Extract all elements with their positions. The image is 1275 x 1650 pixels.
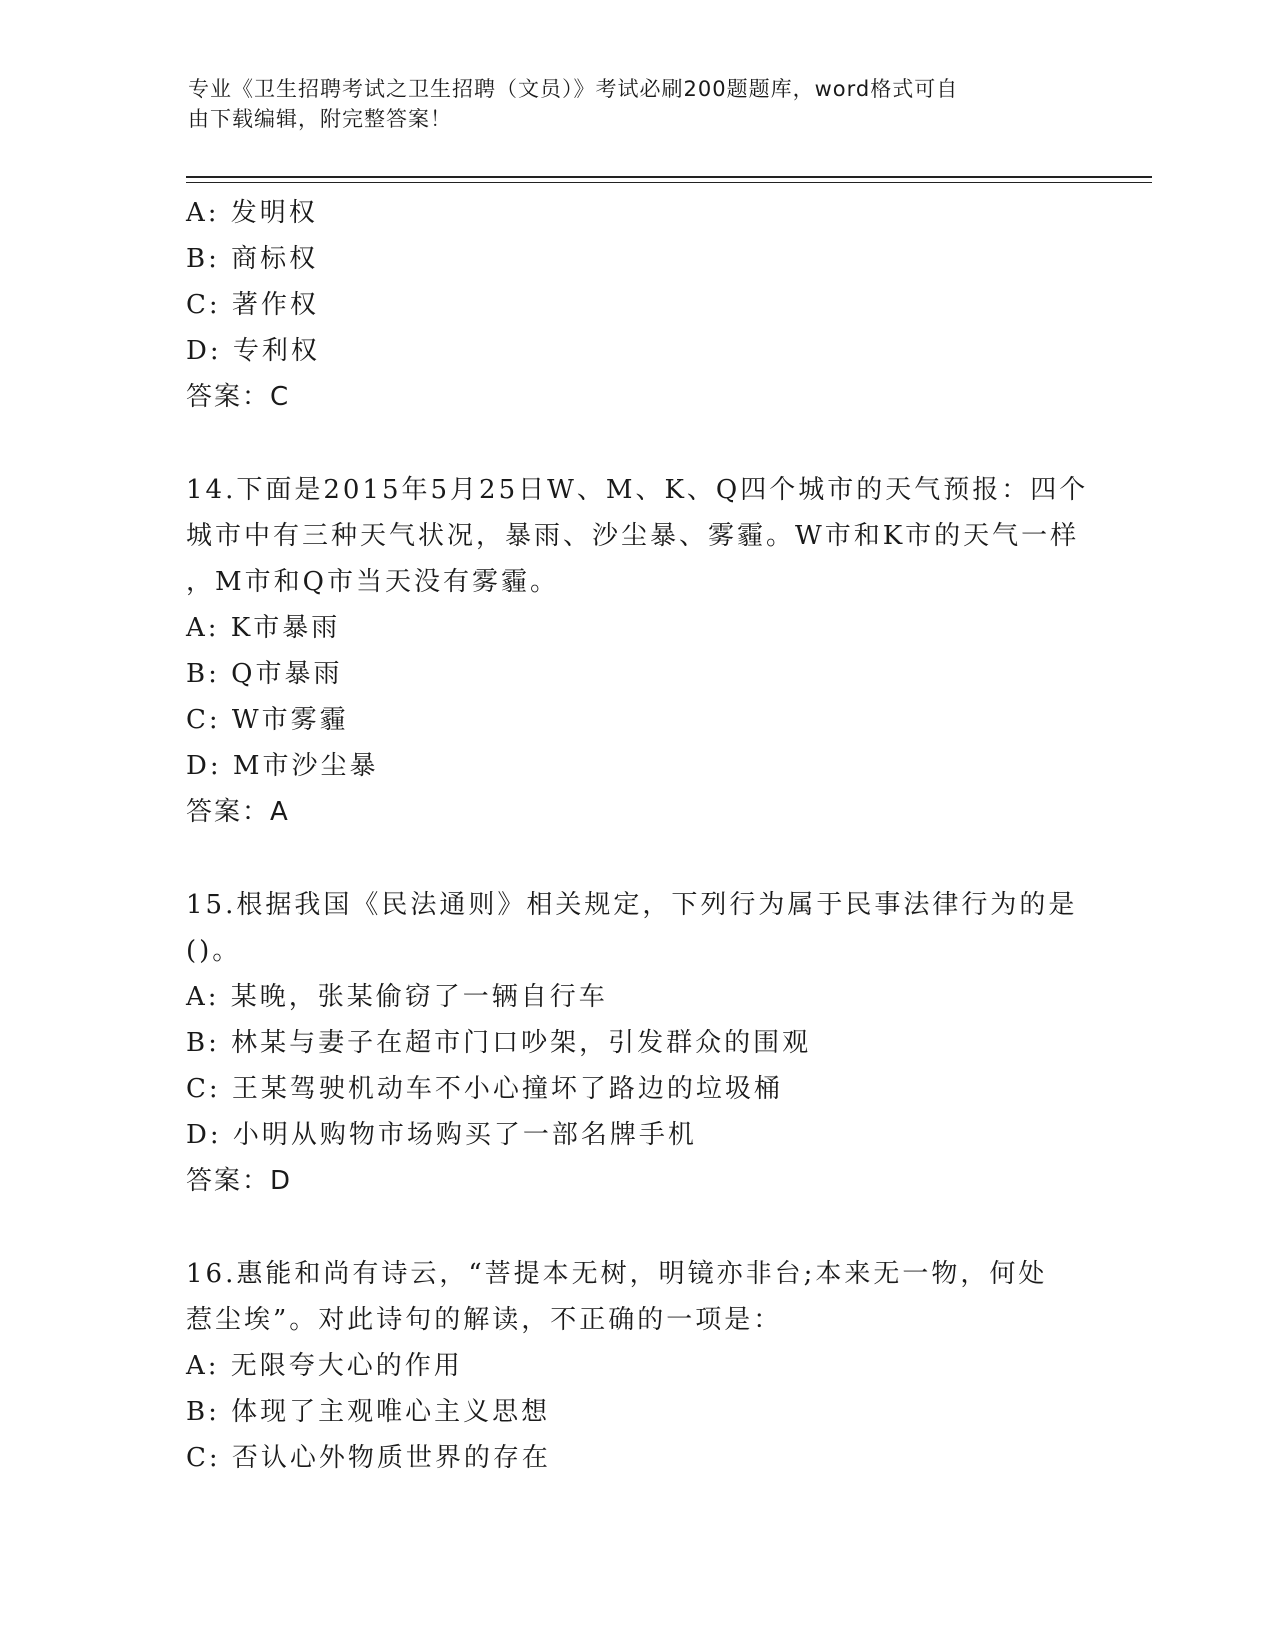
option-d: D: 专利权 [186, 336, 320, 366]
question-stem: 16.惠能和尚有诗云，“菩提本无树，明镜亦非台;本来无一物，何处 [186, 1259, 1048, 1289]
option-c: C: 否认心外物质世界的存在 [186, 1443, 551, 1473]
answer: 答案：D [186, 1166, 293, 1196]
document-body [186, 190, 1089, 1481]
question-stem: 城市中有三种天气状况，暴雨、沙尘暴、雾霾。W市和K市的天气一样 [186, 521, 1080, 551]
question-stem: ()。 [186, 936, 242, 966]
header-rule-thin [186, 182, 1152, 183]
option-b: B: 林某与妻子在超市门口吵架，引发群众的围观 [186, 1028, 812, 1058]
option-b: B: Q市暴雨 [186, 659, 343, 689]
question-stem: 惹尘埃”。对此诗句的解读，不正确的一项是： [186, 1305, 783, 1335]
option-b: B: 体现了主观唯心主义思想 [186, 1397, 551, 1427]
option-b: B: 商标权 [186, 244, 319, 274]
header-rule-thick [186, 176, 1152, 178]
option-a: A: 无限夸大心的作用 [186, 1351, 463, 1381]
header-line-1: 专业《卫生招聘考试之卫生招聘（文员）》考试必刷200题题库，word格式可自 [188, 77, 959, 101]
option-a: A: 某晚，张某偷窃了一辆自行车 [186, 982, 608, 1012]
question-stem: 15.根据我国《民法通则》相关规定，下列行为属于民事法律行为的是 [186, 890, 1078, 920]
answer: 答案：A [186, 797, 290, 827]
option-c: C: W市雾霾 [186, 705, 349, 735]
option-c: C: 著作权 [186, 290, 319, 320]
option-a: A: 发明权 [186, 198, 318, 228]
question-14 [186, 467, 1089, 835]
answer: 答案：C [186, 382, 291, 412]
option-d: D: M市沙尘暴 [186, 751, 379, 781]
option-a: A: K市暴雨 [186, 613, 341, 643]
option-d: D: 小明从购物市场购买了一部名牌手机 [186, 1120, 697, 1150]
header-line-2: 由下载编辑，附完整答案！ [188, 107, 452, 131]
question-13 [186, 190, 1086, 420]
option-c: C: 王某驾驶机动车不小心撞坏了路边的垃圾桶 [186, 1074, 783, 1104]
question-15 [186, 882, 1086, 1204]
question-16 [186, 1251, 1086, 1481]
question-stem: 14.下面是2015年5月25日W、M、K、Q四个城市的天气预报：四个 [186, 475, 1089, 505]
document-header [188, 74, 1068, 134]
question-stem: ，M市和Q市当天没有雾霾。 [186, 567, 559, 597]
